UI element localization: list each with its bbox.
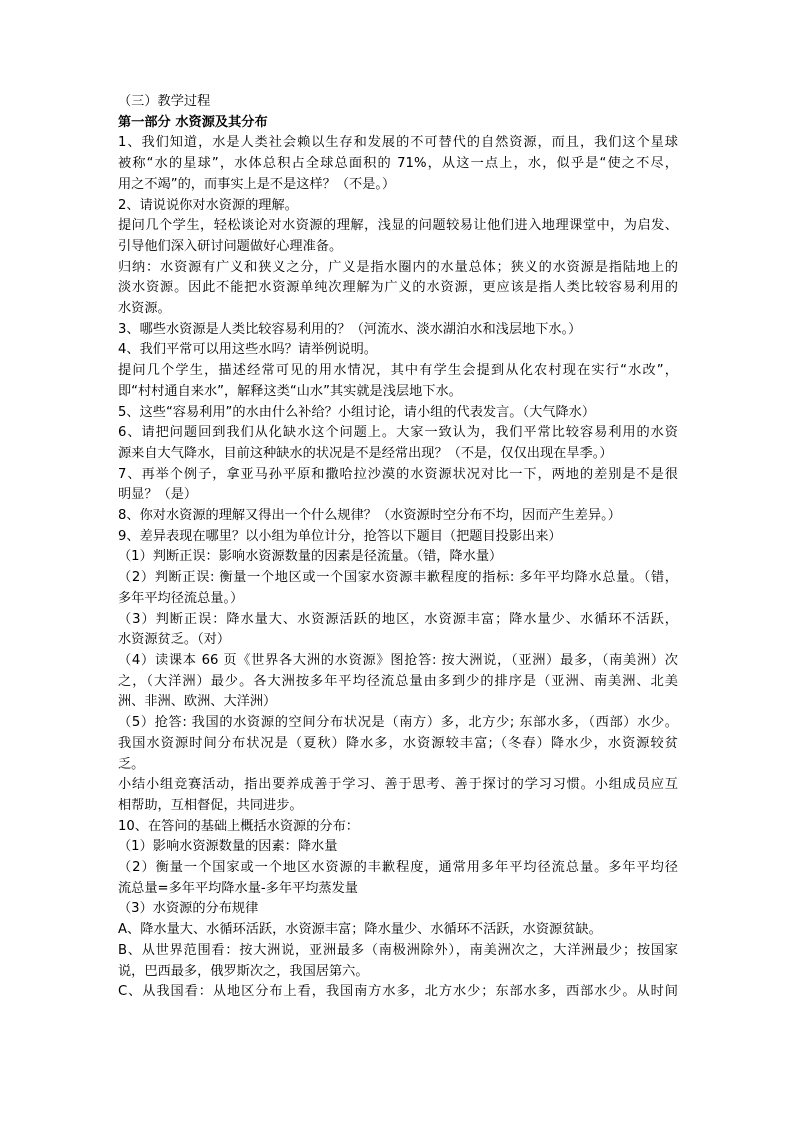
text-line: 1、我们知道，水是人类社会赖以生存和发展的不可替代的自然资源，而且，我们这个星球 <box>118 135 678 151</box>
document-body <box>118 92 678 1003</box>
text-line: 之，（大洋洲）最少。各大洲按多年平均径流总量由多到少的排序是（亚洲、南美洲、北美 <box>118 673 678 689</box>
text-line: （1）影响水资源数量的因素：降水量 <box>118 839 338 855</box>
text-line: C、从我国看：从地区分布上看，我国南方水多，北方水少；东部水多，西部水少。从时间 <box>118 984 678 1000</box>
text-line: （2）衡量一个国家或一个地区水资源的丰歉程度，通常用多年平均径流总量。多年平均径 <box>118 860 678 876</box>
text-line: 乏。 <box>118 756 145 772</box>
text-line: A、降水量大、水循环活跃，水资源丰富；降水量少、水循环不活跃，水资源贫缺。 <box>118 922 602 938</box>
text-line: 即“村村通自来水”，解释这类“山水”其实就是浅层地下水。 <box>118 383 462 399</box>
text-line: 引导他们深入研讨问题做好心理准备。 <box>118 238 343 254</box>
text-line: （3）判断正误：降水量大、水资源活跃的地区，水资源丰富；降水量少、水循环不活跃， <box>118 611 678 627</box>
text-line: 3、哪些水资源是人类比较容易利用的？（河流水、淡水湖泊水和浅层地下水。） <box>118 321 582 337</box>
text-line: 说，巴西最多，俄罗斯次之，我国居第六。 <box>118 963 369 979</box>
text-line: 5、这些“容易利用”的水由什么补给？小组讨论，请小组的代表发言。（大气降水） <box>118 404 596 420</box>
text-line: 提问几个学生，轻松谈论对水资源的理解，浅显的问题较易让他们进入地理课堂中，为启发、 <box>118 218 678 234</box>
text-line: 流总量=多年平均降水量-多年平均蒸发量 <box>118 880 358 896</box>
text-line: 2、请说说你对水资源的理解。 <box>118 197 298 213</box>
text-line: 9、差异表现在哪里？以小组为单位计分，抢答以下题目（把题目投影出来） <box>118 528 562 544</box>
text-line: 用之不竭”的，而事实上是不是这样？（不是。） <box>118 176 396 192</box>
part-title: 第一部分 水资源及其分布 <box>118 114 268 130</box>
text-line: 洲、非洲、欧洲、大洋洲） <box>118 694 277 710</box>
text-line: 7、再举个例子，拿亚马孙平原和撒哈拉沙漠的水资源状况对比一下，两地的差别是不是很 <box>118 466 678 482</box>
text-line: 小结小组竞赛活动，指出要养成善于学习、善于思考、善于探讨的学习习惯。小组成员应互 <box>118 777 678 793</box>
text-line: 淡水资源。因此不能把水资源单纯次理解为广义的水资源，更应该是指人类比较容易利用的 <box>118 280 678 296</box>
text-line: 水资源贫乏。（对） <box>118 632 231 648</box>
text-line: 多年平均径流总量。） <box>118 590 244 606</box>
text-line: 被称“水的星球”，水体总积占全球总面积的 71%，从这一点上，水，似乎是“使之不尽， <box>118 156 678 172</box>
text-line: （5）抢答: 我国的水资源的空间分布状况是（南方）多，北方少; 东部水多，（西部）水少。 <box>118 715 678 731</box>
text-line: 10、在答问的基础上概括水资源的分布： <box>118 818 359 834</box>
text-line: B、从世界范围看：按大洲说，亚洲最多（南极洲除外），南美洲次之，大洋洲最少；按国家 <box>118 942 678 958</box>
text-line: 提问几个学生，描述经常可见的用水情况，其中有学生会提到从化农村现在实行“水改”， <box>118 363 678 379</box>
text-line: 我国水资源时间分布状况是（夏秋）降水多，水资源较丰富;（冬春）降水少，水资源较贫 <box>118 735 678 751</box>
text-line: 相帮助，互相督促，共同进步。 <box>118 797 303 813</box>
text-line: 源来自大气降水，目前这种缺水的状况是不是经常出现？（不是，仅仅出现在旱季。） <box>118 445 613 461</box>
text-line: 4、我们平常可以用这些水吗？请举例说明。 <box>118 342 377 358</box>
text-line: （1）判断正误：影响水资源数量的因素是径流量。（错，降水量） <box>118 549 503 565</box>
text-line: （3）水资源的分布规律 <box>118 901 259 917</box>
text-line: 水资源。 <box>118 301 171 317</box>
text-line: 归纳：水资源有广义和狭义之分，广义是指水圈内的水量总体；狭义的水资源是指陆地上的 <box>118 259 678 275</box>
text-line: （4）读课本 66 页《世界各大洲的水资源》图抢答: 按大洲说，（亚洲）最多，（南美洲）次 <box>118 652 678 668</box>
text-line: （2）判断正误: 衡量一个地区或一个国家水资源丰歉程度的指标: 多年平均降水总量。（错， <box>118 570 678 586</box>
text-line: 明显？（是） <box>118 487 198 503</box>
text-line: 6、请把问题回到我们从化缺水这个问题上。大家一致认为，我们平常比较容易利用的水资 <box>118 425 678 441</box>
section-heading: （三）教学过程 <box>118 94 211 109</box>
text-line: 8、你对水资源的理解又得出一个什么规律？（水资源时空分布不均，因而产生差异。） <box>118 508 621 524</box>
